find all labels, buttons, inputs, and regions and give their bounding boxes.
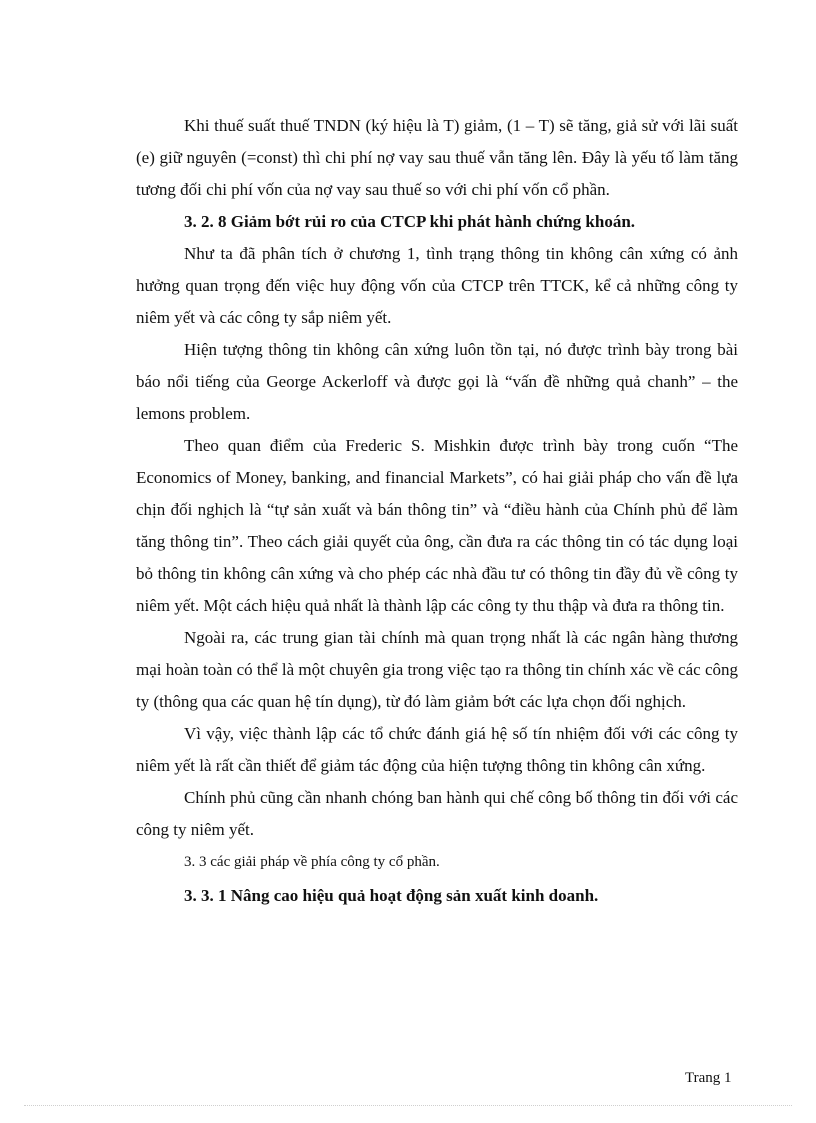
page-number: Trang 1 xyxy=(685,1070,732,1086)
section-heading-3-3-1: 3. 3. 1 Nâng cao hiệu quả hoạt động sản xuất kinh doanh. xyxy=(184,886,599,905)
paragraph-mishkin-view: Theo quan điểm của Frederic S. Mishkin được trình bày trong cuốn “The Economics of Money, banking, and financial Markets”, có hai giải pháp cho vấn đề lựa chịn đối nghịch là “tự sản xuất và bán thông tin” và “điều hành của Chính phủ để làm tăng thông tin”. Theo cách giải quyết của ông, cần đưa ra các thông tin có tác dụng loại bỏ thông tin không cân xứng và cho phép các nhà đầu tư có thông tin đầy đủ về công ty niêm yết. Một cách hiệu quả nhất là thành lập các công ty thu thập và đưa ra thông tin. xyxy=(136,436,738,615)
paragraph-tax-effect: Khi thuế suất thuế TNDN (ký hiệu là T) giảm, (1 – T) sẽ tăng, giả sử với lãi suất (e) giữ nguyên (=const) thì chi phí nợ vay sau thuế vẫn tăng lên. Đây là yếu tố làm tăng tương đối chi phí vốn của nợ vay sau thuế so với chi phí vốn cổ phần. xyxy=(136,116,738,199)
page-bottom-divider xyxy=(24,1105,792,1106)
section-heading-3-3: 3. 3 các giải pháp về phía công ty cổ phần. xyxy=(184,854,440,870)
document-body xyxy=(136,110,738,912)
paragraph-rating-agencies: Vì vậy, việc thành lập các tổ chức đánh giá hệ số tín nhiệm đối với các công ty niêm yết là rất cần thiết để giảm tác động của hiện tượng thông tin không cân xứng. xyxy=(136,724,738,775)
paragraph-government-disclosure: Chính phủ cũng cần nhanh chóng ban hành qui chế công bố thông tin đối với các công ty niêm yết. xyxy=(136,788,738,839)
section-heading-3-2-8: 3. 2. 8 Giảm bớt rủi ro của CTCP khi phát hành chứng khoán. xyxy=(184,212,636,231)
paragraph-financial-intermediaries: Ngoài ra, các trung gian tài chính mà quan trọng nhất là các ngân hàng thương mại hoàn toàn có thể là một chuyên gia trong việc tạo ra thông tin chính xác về các công ty (thông qua các quan hệ tín dụng), từ đó làm giảm bớt các lựa chọn đối nghịch. xyxy=(136,628,738,711)
paragraph-information-asymmetry: Như ta đã phân tích ở chương 1, tình trạng thông tin không cân xứng có ảnh hưởng quan trọng đến việc huy động vốn của CTCP trên TTCK, kể cả những công ty niêm yết và các công ty sắp niêm yết. xyxy=(136,244,738,327)
paragraph-lemons-problem: Hiện tượng thông tin không cân xứng luôn tồn tại, nó được trình bày trong bài báo nổi tiếng của George Ackerloff và được gọi là “vấn đề những quả chanh” – the lemons problem. xyxy=(136,340,738,423)
